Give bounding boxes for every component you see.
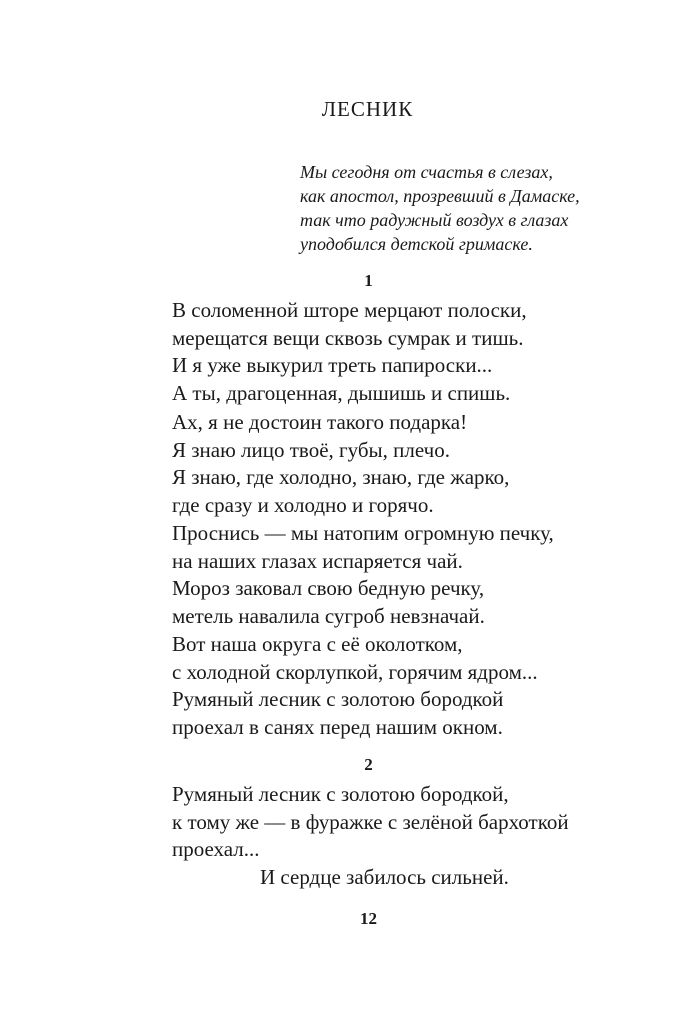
epigraph-line: уподобился детской гримаске.: [300, 234, 533, 254]
section-number: 1: [364, 271, 373, 290]
verse-line: проехал...: [172, 837, 260, 861]
verse-line: проехал в санях перед нашим окном.: [172, 714, 503, 739]
epigraph-line: Мы сегодня от счастья в слезах,: [300, 162, 553, 182]
poem-title: ЛЕСНИК: [321, 97, 414, 121]
verse-line: метель навалила сугроб невзначай.: [172, 603, 485, 628]
verse-line: Я знаю лицо твоё, губы, плечо.: [172, 437, 450, 462]
verse-line: Проснись — мы натопим огромную печку,: [172, 521, 554, 545]
verse-line: Румяный лесник с золотою бородкой: [172, 687, 504, 711]
epigraph: [300, 160, 580, 256]
verse-line: Румяный лесник с золотою бородкой,: [172, 782, 509, 806]
stanza: [172, 297, 527, 407]
verse-line: Вот наша округа с её околотком,: [172, 632, 463, 656]
verse-line: мерещатся вещи сквозь сумрак и тишь.: [172, 325, 524, 350]
verse-line: с холодной скорлупкой, горячим ядром...: [172, 659, 538, 684]
verse-line: Ах, я не достоин такого подарка!: [172, 410, 468, 434]
verse-line: к тому же — в фуражке с зелёной бархоткой: [172, 809, 569, 834]
page-number: 12: [360, 909, 377, 928]
verse-line: Я знаю, где холодно, знаю, где жарко,: [172, 465, 510, 489]
stanza: [172, 631, 538, 741]
stanza: [172, 781, 569, 891]
verse-line: А ты, драгоценная, дышишь и спишь.: [172, 380, 511, 405]
verse-line: И сердце забилось сильней.: [260, 864, 509, 889]
epigraph-line: так что радужный воздух в глазах: [300, 210, 569, 230]
verse-line: где сразу и холодно и горячо.: [172, 492, 434, 517]
verse-line: на наших глазах испаряется чай.: [172, 548, 463, 573]
section-number: 2: [364, 755, 373, 774]
verse-line: В соломенной шторе мерцают полоски,: [172, 298, 527, 322]
stanza: [172, 520, 554, 630]
epigraph-line: как апостол, прозревший в Дамаске,: [300, 186, 580, 206]
stanza: [172, 409, 509, 519]
verse-line: Мороз заковал свою бедную речку,: [172, 576, 485, 600]
verse-line: И я уже выкурил треть папироски...: [172, 353, 493, 377]
